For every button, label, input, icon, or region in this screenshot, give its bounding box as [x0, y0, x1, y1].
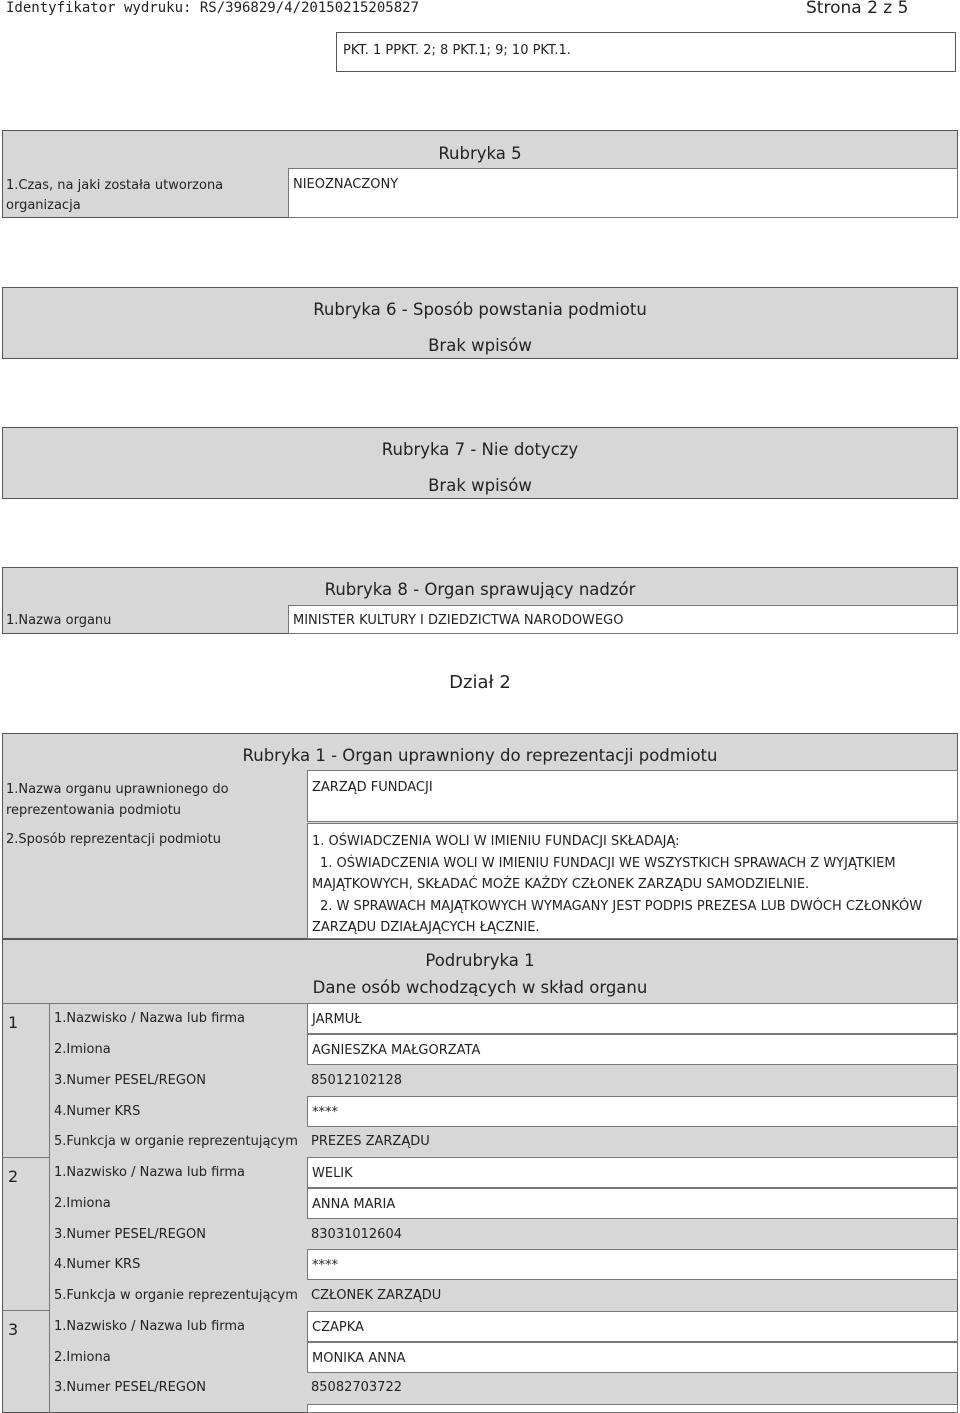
person1-krs-value: **** [307, 1096, 958, 1127]
rubryka5-title: Rubryka 5 [438, 144, 522, 163]
person2-pesel-label: 3.Numer PESEL/REGON [54, 1227, 206, 1242]
person-index-column [2, 1003, 50, 1413]
representation-line: MAJĄTKOWYCH, SKŁADAĆ MOŻE KAŻDY CZŁONEK ZARZĄDU SAMODZIELNIE. [312, 877, 810, 892]
person-separator [2, 1310, 50, 1311]
podrubryka1-subtitle: Dane osób wchodzących w skład organu [312, 978, 648, 997]
person2-surname-value: WELIK [307, 1157, 958, 1188]
rubryka8-label: 1.Nazwa organu [6, 613, 112, 628]
person2-surname-label: 1.Nazwisko / Nazwa lub firma [54, 1165, 246, 1180]
person3-pesel-label: 3.Numer PESEL/REGON [54, 1380, 206, 1395]
person3-names-value: MONIKA ANNA [307, 1342, 958, 1373]
podrubryka1-title: Podrubryka 1 [425, 951, 535, 970]
person2-krs-label: 4.Numer KRS [54, 1257, 141, 1272]
rubryka8-value: MINISTER KULTURY I DZIEDZICTWA NARODOWEGO [288, 605, 958, 634]
rubryka7-title: Rubryka 7 - Nie dotyczy [381, 440, 579, 459]
page-number: Strona 2 z 5 [806, 0, 909, 18]
rubryka7-value: Brak wpisów [428, 476, 532, 495]
d2-rubryka1-label1 [6, 779, 229, 821]
dzial2-title: Dział 2 [449, 672, 511, 693]
point-references-text: PKT. 1 PPKT. 2; 8 PKT.1; 9; 10 PKT.1. [343, 43, 571, 58]
person2-pesel-value: 83031012604 [311, 1227, 402, 1242]
d2-rubryka1-value2 [307, 823, 958, 939]
point-references-box [336, 32, 956, 72]
person1-names-label: 2.Imiona [54, 1042, 111, 1057]
person1-krs-label: 4.Numer KRS [54, 1104, 141, 1119]
representation-line: 1. OŚWIADCZENIA WOLI W IMIENIU FUNDACJI SKŁADAJĄ: [312, 834, 680, 849]
person1-surname-label: 1.Nazwisko / Nazwa lub firma [54, 1011, 246, 1026]
rubryka8-title: Rubryka 8 - Organ sprawujący nadzór [324, 580, 636, 599]
rubryka6-value: Brak wpisów [428, 336, 532, 355]
person1-function-label: 5.Funkcja w organie reprezentującym [54, 1134, 298, 1149]
person2-krs-value: **** [307, 1249, 958, 1280]
person-number: 1 [8, 1013, 19, 1032]
person1-pesel-value: 85012102128 [311, 1073, 402, 1088]
d2-rubryka1-label2: 2.Sposób reprezentacji podmiotu [6, 832, 221, 847]
person2-names-value: ANNA MARIA [307, 1188, 958, 1219]
rubryka5-label [6, 176, 223, 216]
person3-next-row [307, 1404, 958, 1413]
person-number: 2 [8, 1167, 19, 1186]
person3-surname-label: 1.Nazwisko / Nazwa lub firma [54, 1319, 246, 1334]
person3-pesel-value: 85082703722 [311, 1380, 402, 1395]
representation-line: ZARZĄDU DZIAŁAJĄCYCH ŁĄCZNIE. [312, 920, 540, 935]
rubryka5-label-line1: 1.Czas, na jaki została utworzona [6, 178, 224, 193]
print-identifier: Identyfikator wydruku: RS/396829/4/20150215205827 [6, 0, 420, 16]
representation-line: 2. W SPRAWACH MAJĄTKOWYCH WYMAGANY JEST PODPIS PREZESA LUB DWÓCH CZŁONKÓW [320, 898, 923, 914]
person-separator [2, 1157, 50, 1158]
person-number: 3 [8, 1320, 19, 1339]
d2-rubryka1-label1-line2: reprezentowania podmiotu [6, 803, 182, 818]
person3-surname-value: CZAPKA [307, 1311, 958, 1342]
rubryka6-title: Rubryka 6 - Sposób powstania podmiotu [313, 300, 647, 319]
d2-rubryka1-value1: ZARZĄD FUNDACJI [307, 770, 958, 822]
person1-surname-value: JARMUŁ [307, 1003, 958, 1034]
person1-pesel-label: 3.Numer PESEL/REGON [54, 1073, 206, 1088]
person1-function-value: PREZES ZARZĄDU [311, 1134, 430, 1149]
person3-names-label: 2.Imiona [54, 1350, 111, 1365]
rubryka5-label-line2: organizacja [6, 198, 81, 213]
representation-line: 1. OŚWIADCZENIA WOLI W IMIENIU FUNDACJI WE WSZYSTKICH SPRAWACH Z WYJĄTKIEM [320, 855, 896, 871]
person1-names-value: AGNIESZKA MAŁGORZATA [307, 1034, 958, 1065]
d2-rubryka1-title: Rubryka 1 - Organ uprawniony do reprezentacji podmiotu [242, 746, 718, 765]
rubryka5-value: NIEOZNACZONY [288, 168, 958, 218]
d2-rubryka1-label1-line1: 1.Nazwa organu uprawnionego do [6, 782, 229, 797]
person2-function-label: 5.Funkcja w organie reprezentującym [54, 1288, 298, 1303]
person2-names-label: 2.Imiona [54, 1196, 111, 1211]
person2-function-value: CZŁONEK ZARZĄDU [311, 1288, 442, 1303]
